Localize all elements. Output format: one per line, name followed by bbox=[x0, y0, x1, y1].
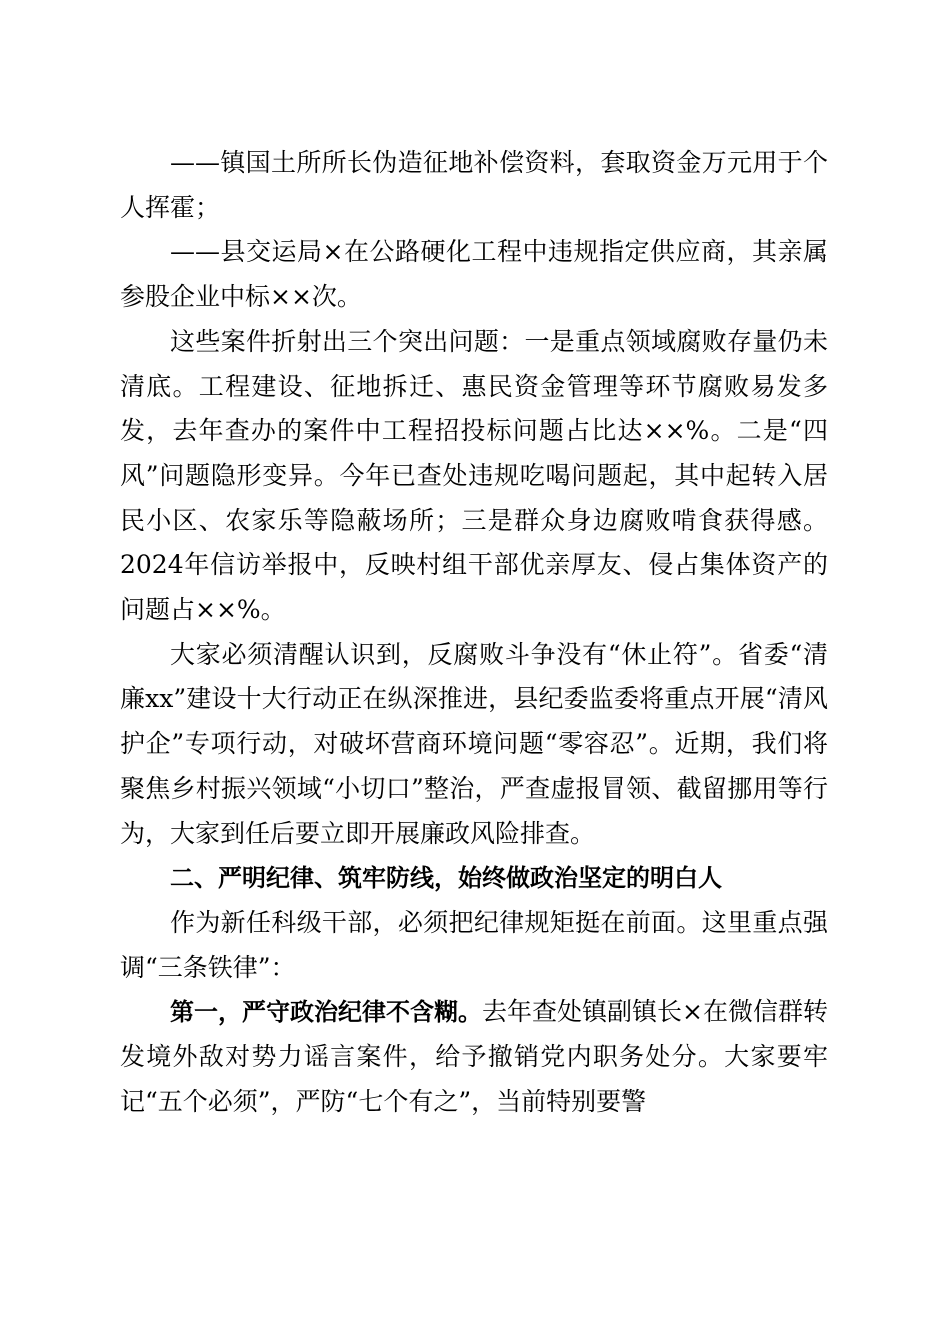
first-rule-body: 去年查处镇副镇长×在微信群转发境外敌对势力谣言案件，给予撤销党内职务处分。大家要牢记“五个必须”，严防“七个有之”，当前特别要警 bbox=[120, 997, 829, 1116]
section-heading: 二、严明纪律、筑牢防线，始终做政治坚定的明白人 bbox=[170, 864, 722, 893]
paragraph-discipline-intro: 作为新任科级干部，必须把纪律规矩挺在前面。这里重点强调“三条铁律”： bbox=[120, 907, 828, 982]
paragraph-first-rule bbox=[120, 990, 828, 1124]
paragraph-three-problems: 这些案件折射出三个突出问题：一是重点领域腐败存量仍未清底。工程建设、征地拆迁、惠民资金管理等环节腐败易发多发，去年查办的案件中工程招投标问题占比达××%。二是“四风”问题隐形变异。今年已查处违规吃喝问题起，其中起转入居民小区、农家乐等隐蔽场所；三是群众身边腐败啃食获得感。2024年信访举报中，反映村组干部优亲厚友、侵占集体资产的问题占××%。 bbox=[120, 326, 828, 625]
first-rule-lead: 第一，严守政治纪律不含糊。 bbox=[170, 998, 483, 1027]
document-body bbox=[120, 141, 828, 1124]
paragraph-anti-corruption: 大家必须清醒认识到，反腐败斗争没有“休止符”。省委“清廉xx”建设十大行动正在纵深推进，县纪委监委将重点开展“清风护企”专项行动，对破坏营商环境问题“零容忍”。近期，我们将聚焦乡村振兴领域“小切口”整治，严查虚报冒领、截留挪用等行为，大家到任后要立即开展廉政风险排查。 bbox=[120, 639, 828, 848]
paragraph-case-transport: ——县交运局×在公路硬化工程中违规指定供应商，其亲属参股企业中标××次。 bbox=[120, 237, 828, 312]
paragraph-case-land: ——镇国土所所长伪造征地补偿资料，套取资金万元用于个人挥霍； bbox=[120, 148, 828, 222]
